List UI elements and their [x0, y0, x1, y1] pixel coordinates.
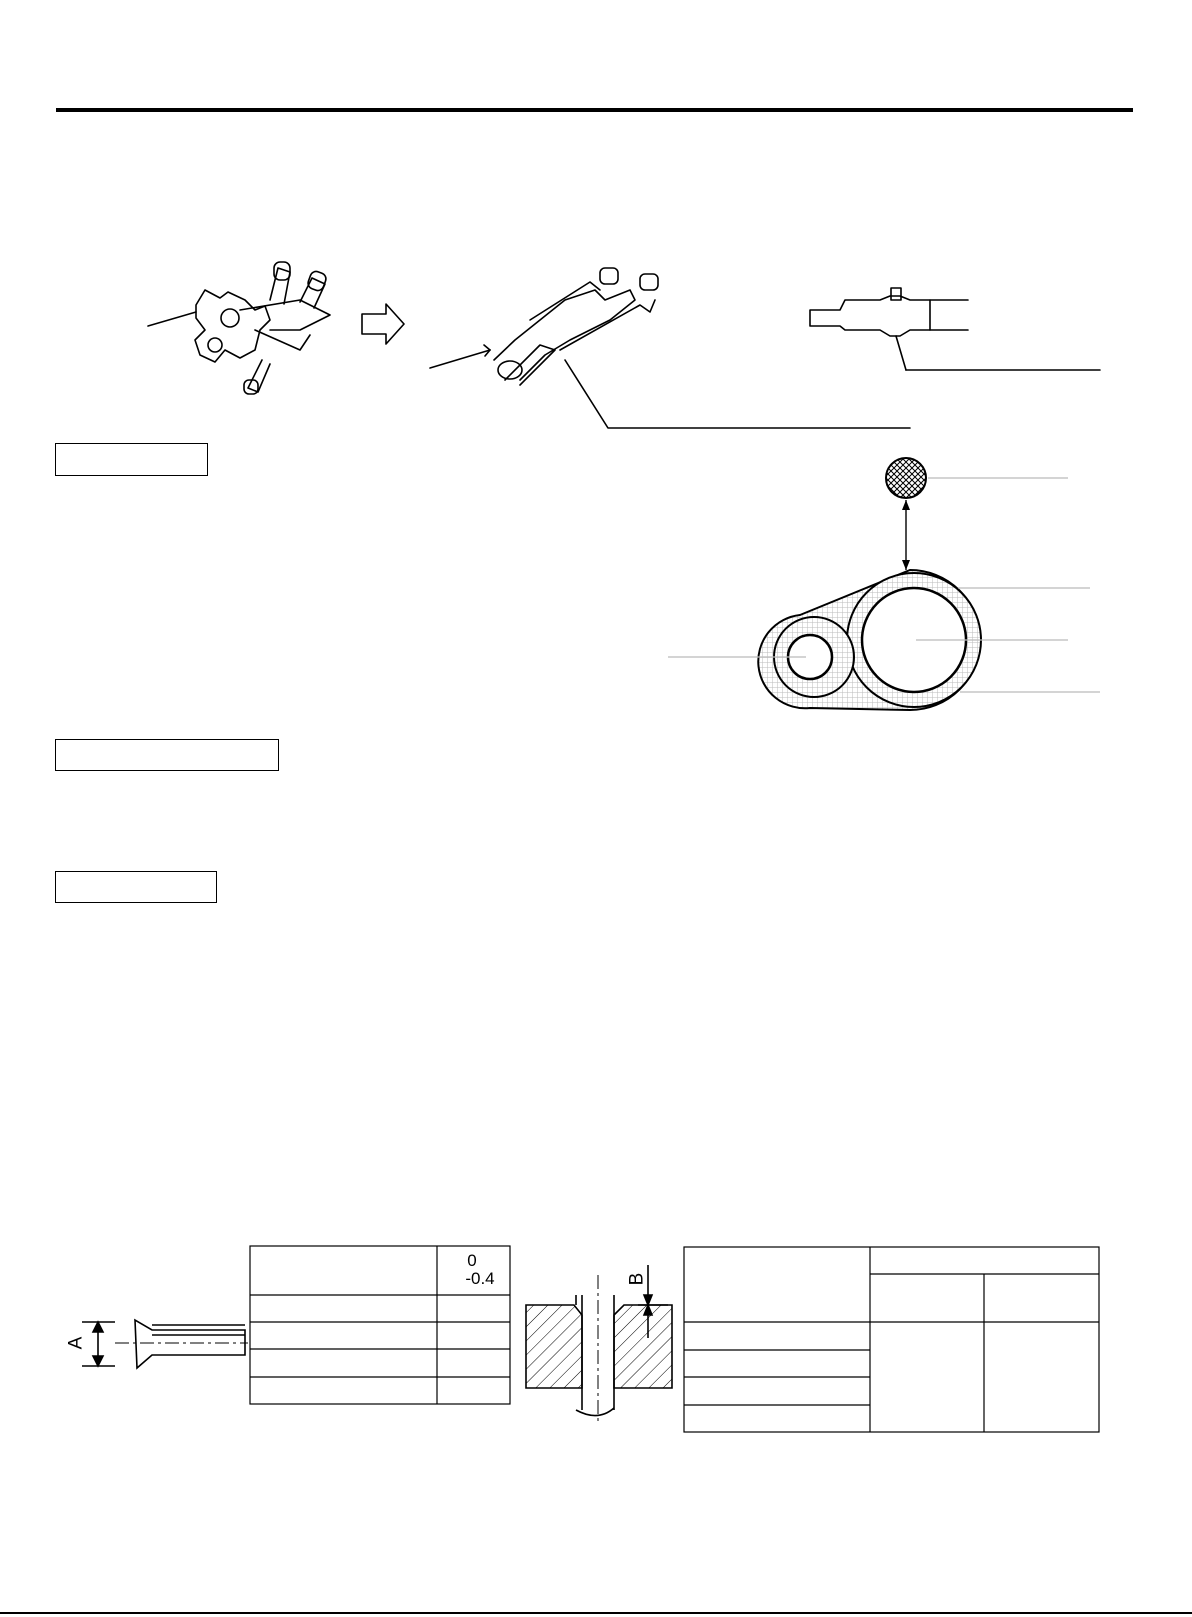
dimension-a-label: A — [65, 1336, 87, 1350]
tolerance-upper: 0 — [467, 1251, 477, 1270]
tolerance-lower: -0.4 — [465, 1269, 495, 1288]
footer-rule — [0, 1612, 1192, 1614]
dimension-b-label: B — [626, 1272, 648, 1286]
